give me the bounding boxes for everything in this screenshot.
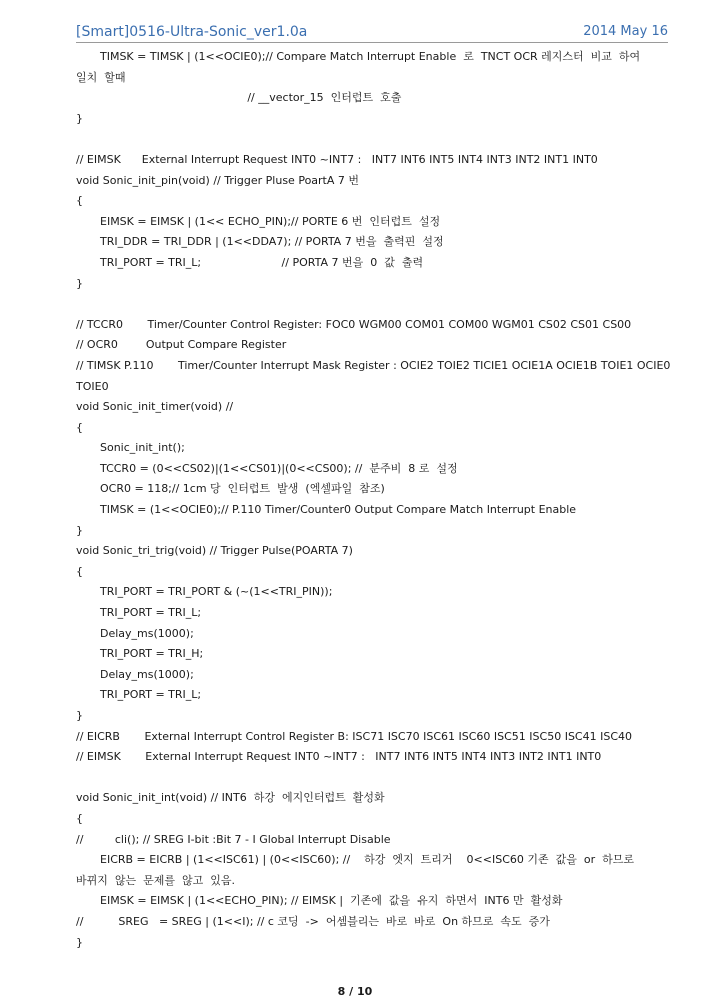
code-line: TOIE0 xyxy=(76,379,109,393)
code-line: // EIMSK External Interrupt Request INT0 ~INT7 : INT7 INT6 INT5 INT4 INT3 INT2 INT1 INT0 xyxy=(76,750,602,764)
code-line: TRI_PORT = TRI_L; xyxy=(100,606,202,620)
code-line: EICRB = EICRB | (1<<ISC61) | (0<<ISC60); // 하강 엣지 트리거 0<<ISC60 기존 값을 or 하므로 xyxy=(100,853,634,867)
code-line: // TIMSK P.110 Timer/Counter Interrupt Mask Register : OCIE2 TOIE2 TICIE1 OCIE1A OCIE1B TOIE1 OCIE0 xyxy=(76,358,671,372)
code-line: // cli(); // SREG I-bit :Bit 7 - I Global Interrupt Disable xyxy=(76,832,391,846)
header-divider xyxy=(76,42,668,43)
code-line: } xyxy=(76,276,83,290)
code-line: TRI_DDR = TRI_DDR | (1<<DDA7); // PORTA 7 번을 출력핀 설정 xyxy=(100,235,444,249)
code-line: void Sonic_tri_trig(void) // Trigger Pulse(POARTA 7) xyxy=(76,544,353,558)
page-number: 8 / 10 xyxy=(337,985,373,998)
code-line: EIMSK = EIMSK | (1<<ECHO_PIN); // EIMSK | 기존에 값을 유지 하면서 INT6 만 활성화 xyxy=(100,894,563,908)
code-line: void Sonic_init_int(void) // INT6 하강 에지인터럽트 활성화 xyxy=(76,791,385,805)
code-line: TCCR0 = (0<<CS02)|(1<<CS01)|(0<<CS00); // 분주비 8 로 설정 xyxy=(100,461,458,475)
code-line: // __vector_15 인터럽트 호출 xyxy=(76,91,402,105)
code-line: EIMSK = EIMSK | (1<< ECHO_PIN);// PORTE 6 번 인터럽트 설정 xyxy=(100,214,441,228)
document-title: [Smart]0516-Ultra-Sonic_ver1.0a xyxy=(76,24,308,40)
code-line: TRI_PORT = TRI_L; // PORTA 7 번을 0 값 출력 xyxy=(100,255,424,269)
code-line: { xyxy=(76,811,83,825)
code-line: TRI_PORT = TRI_L; xyxy=(100,688,202,702)
code-line: Sonic_init_int(); xyxy=(100,441,185,455)
code-line: TIMSK = (1<<OCIE0);// P.110 Timer/Counter0 Output Compare Match Interrupt Enable xyxy=(100,503,577,517)
code-line: // TCCR0 Timer/Counter Control Register: FOC0 WGM00 COM01 COM00 WGM01 CS02 CS01 CS00 xyxy=(76,317,632,331)
code-line xyxy=(76,768,676,789)
code-line: } xyxy=(76,111,83,125)
code-line: void Sonic_init_pin(void) // Trigger Pluse PoartA 7 번 xyxy=(76,173,360,187)
document-date: 2014 May 16 xyxy=(583,24,668,39)
code-line: Delay_ms(1000); xyxy=(100,667,194,681)
code-line: TIMSK = TIMSK | (1<<OCIE0);// Compare Match Interrupt Enable 로 TNCT OCR 레지스터 비교 하여 xyxy=(100,50,641,63)
code-line: // SREG = SREG | (1<<I); // c 코딩 -> 어셈블리는 바로 바로 On 하므로 속도 증가 xyxy=(76,914,550,928)
code-line: } xyxy=(76,523,83,537)
code-line: void Sonic_init_timer(void) // xyxy=(76,400,234,414)
code-line: Delay_ms(1000); xyxy=(100,626,194,640)
code-line: } xyxy=(76,935,83,949)
code-line: TRI_PORT = TRI_H; xyxy=(100,647,204,661)
code-line: } xyxy=(76,709,83,722)
code-line: { xyxy=(76,564,83,578)
code-body xyxy=(76,47,676,953)
code-line: TRI_PORT = TRI_PORT & (~(1<<TRI_PIN)); xyxy=(100,585,333,599)
code-line: 일치 할때 xyxy=(76,70,126,84)
code-line xyxy=(76,294,676,315)
code-line xyxy=(76,129,676,150)
code-line: OCR0 = 118;// 1cm 당 인터럽트 발생 (엑셀파일 참조) xyxy=(100,482,385,496)
code-line: { xyxy=(76,420,83,434)
code-line: // OCR0 Output Compare Register xyxy=(76,338,287,352)
code-line: // EICRB External Interrupt Control Register B: ISC71 ISC70 ISC61 ISC60 ISC51 ISC50 ISC41 ISC40 xyxy=(76,729,632,743)
code-line: 바뀌지 않는 문제를 않고 있음. xyxy=(76,873,235,887)
code-line: { xyxy=(76,194,83,208)
code-line: // EIMSK External Interrupt Request INT0 ~INT7 : INT7 INT6 INT5 INT4 INT3 INT2 INT1 INT0 xyxy=(76,152,598,166)
